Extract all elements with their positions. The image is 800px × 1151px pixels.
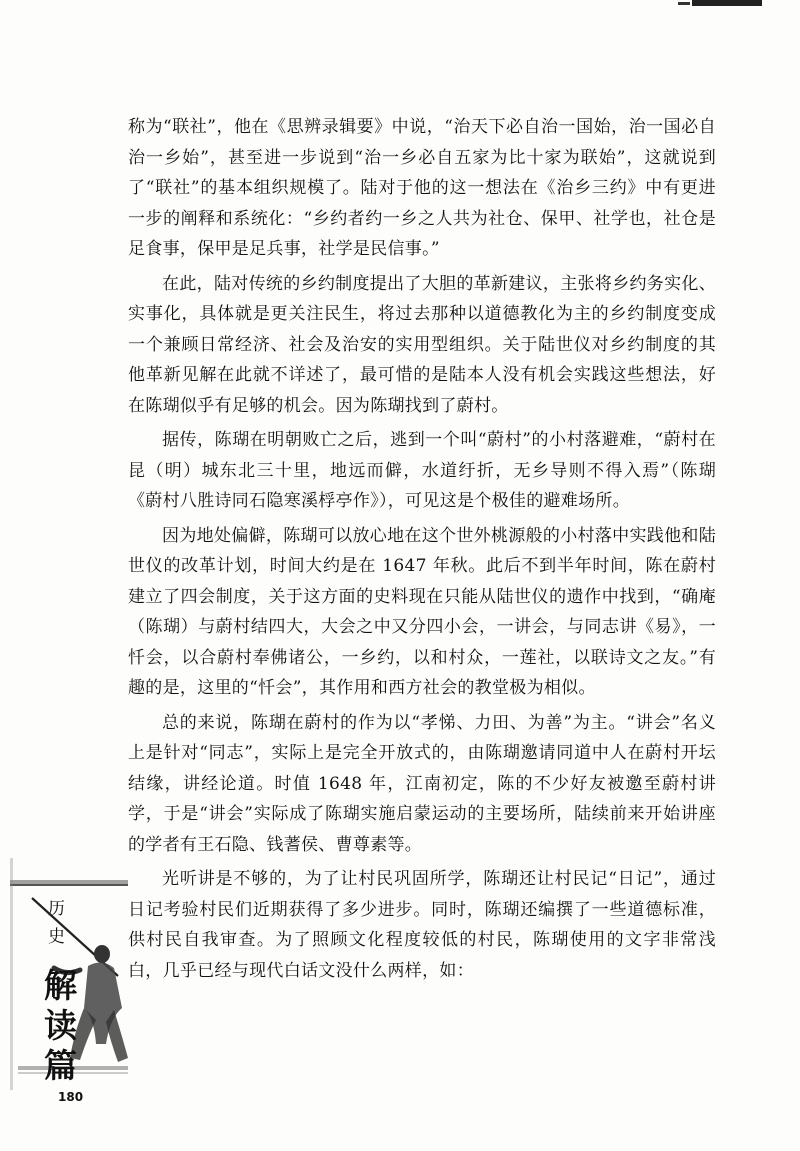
header-rule-small bbox=[678, 2, 690, 5]
paragraph-5: 总的来说，陈瑚在蔚村的作为以“孝悌、力田、为善”为主。“讲会”名义上是针对“同志”，实际上是完全开放式的，由陈瑚邀请同道中人在蔚村开坛结缘，讲经论道。时值 1648 年，江南初定，陈的不少好友被邀至蔚村讲学，于是“讲会”实际成了陈瑚实施启蒙运动的主要场所，陆续前来开始讲座的学者有王石隐、钱蓍侯、曹尊素等。 bbox=[128, 712, 716, 855]
header-rule bbox=[692, 0, 762, 6]
page-number: 180 bbox=[58, 1090, 84, 1104]
paragraph-1: 称为“联社”，他在《思辨录辑要》中说，“治天下必自治一国始，治一国必自治一乡始”，甚至进一步说到“治一乡必自五家为比十家为联始”，这就说到了“联社”的基本组织规模了。陆对于他的这一想法在《治乡三约》中有更进一步的阐释和系统化：“乡约者约一乡之人共为社仓、保甲、社学也，社仓是足食事，保甲是足兵事，社学是民信事。” bbox=[128, 117, 716, 259]
paragraph-6: 光听讲是不够的，为了让村民巩固所学，陈瑚还让村民记“日记”，通过日记考验村民们近期获得了多少进步。同时，陈瑚还编撰了一些道德标准，供村民自我审查。为了照顾文化程度较低的村民，陈瑚使用的文字非常浅白，几乎已经与现代白话文没什么两样，如： bbox=[128, 869, 716, 981]
paragraph-4: 因为地处偏僻，陈瑚可以放心地在这个世外桃源般的小村落中实践他和陆世仪的改革计划，时间大约是在 1647 年秋。此后不到半年时间，陈在蔚村建立了四会制度，关于这方面的史料现在只能从陆世仪的遗作中找到，“确庵（陈瑚）与蔚村结四大，大会之中又分四小会，一讲会，与同志讲《易》，一忏会，以合蔚村奉佛诸公，一乡约，以和村众，一莲社，以联诗文之友。”有趣的是，这里的“忏会”，其作用和西方社会的教堂极为相似。 bbox=[128, 525, 716, 698]
paragraph-2: 在此，陆对传统的乡约制度提出了大胆的革新建议，主张将乡约务实化、实事化，具体就是更关注民生，将过去那种以道德教化为主的乡约制度变成一个兼顾日常经济、社会及治安的实用型组织。关于陆世仪对乡约制度的其他革新见解在此就不详述了，最可惜的是陆本人没有机会实践这些想法，好在陈瑚似乎有足够的机会。因为陈瑚找到了蔚村。 bbox=[128, 273, 716, 416]
side-title-char-4: 读 bbox=[44, 1006, 77, 1045]
paragraph-3: 据传，陈瑚在明朝败亡之后，逃到一个叫“蔚村”的小村落避难，“蔚村在昆（明）城东北三十里，地远而僻，水道纡折，无乡导则不得入焉”（陈瑚《蔚村八胜诗同石隐寒溪桴亭作》），可见这是个极佳的避难场所。 bbox=[128, 430, 716, 511]
side-title-char-2: 史 bbox=[48, 927, 65, 947]
side-title-char-5: 篇 bbox=[44, 1046, 77, 1085]
side-title-char-1: 历 bbox=[48, 899, 65, 919]
side-title-char-3: 解 bbox=[44, 966, 77, 1005]
body-text bbox=[128, 112, 716, 986]
